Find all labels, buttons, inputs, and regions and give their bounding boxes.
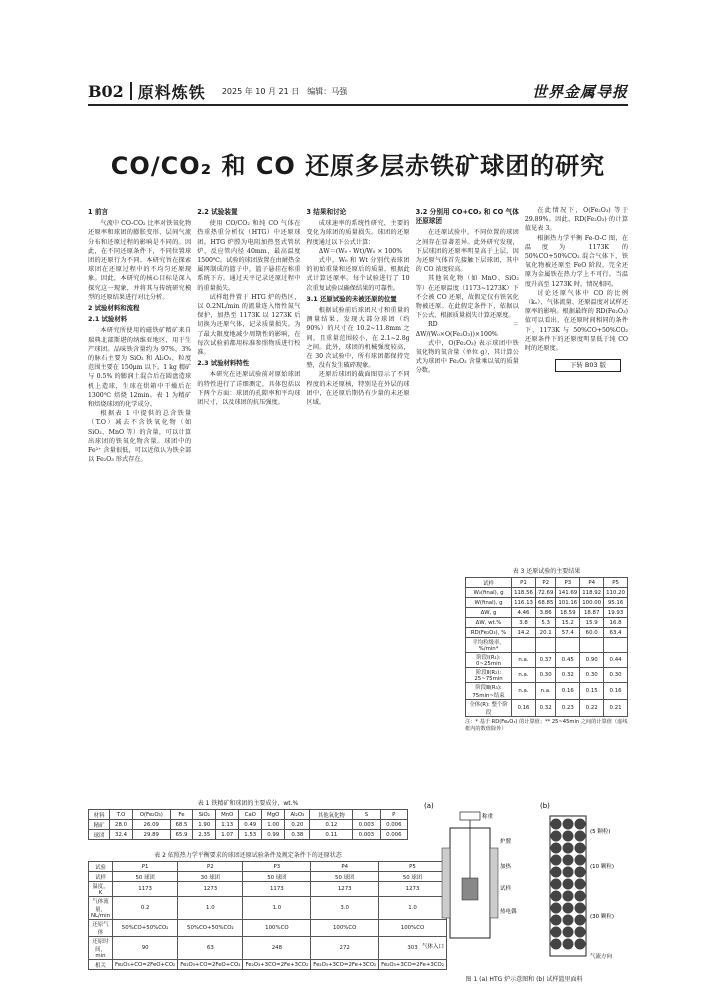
- section-heading: 2.2 试验装置: [197, 208, 238, 216]
- pellet: [563, 867, 574, 878]
- table-cell: 101.16: [556, 598, 580, 608]
- text-column: [416, 206, 519, 556]
- header-cell: T.O: [110, 810, 133, 820]
- subsection-heading: 2.3 试验材料特性: [197, 359, 250, 368]
- page-header: [88, 80, 628, 102]
- header-cell: 试验: [89, 862, 113, 872]
- table-cell: 16.8: [604, 618, 628, 628]
- header-cell: P3: [243, 862, 311, 872]
- paragraph: 其他氧化物（如 MnO、SiO₂ 等）在还原温度（1173~1273K）下不会被 CO 还原，故假定仅有铁氧化物被还原。在此假定条件下，依据以下公式，根据质量损失计算还原度。: [415, 275, 519, 320]
- table-row: [466, 668, 628, 683]
- pellet: [575, 891, 586, 902]
- table-3: [465, 566, 628, 733]
- table-row: [466, 653, 628, 668]
- header-cell: 试样: [466, 578, 512, 588]
- header-cell: 其他氧化物: [310, 810, 353, 820]
- table-cell: 0.45: [556, 653, 580, 668]
- table-cell: 0.22: [580, 700, 604, 717]
- table-cell: 温度，K: [89, 882, 113, 897]
- table-cell: 100%CO: [379, 920, 447, 937]
- subsection-heading: 3.1 还原试验的未被还原的位置: [306, 294, 397, 303]
- table-cell: 全体(R): 整个阶段: [466, 700, 512, 717]
- paragraph: 根据表 1 中提供的总含铁量（T.O）减去不含铁氧化物（如 SiO₂、MnO 等）的含量，可以计算出球团的铁氧化物含量。球团中的 Fe²⁺ 含量很低，可以近似认为铁全部以 Fe₂O₃ 形式存在。: [88, 410, 192, 464]
- table-cell: 1173: [113, 882, 178, 897]
- table-cell: 68.85: [535, 598, 555, 608]
- table-cell: 50 球团: [379, 872, 447, 882]
- fig-label-thermocouple: 热电偶: [500, 909, 517, 915]
- table-cell: n.a.: [535, 683, 555, 700]
- table-cell: W₀(final), g: [466, 588, 512, 598]
- fig-label-10-pellets: (10 颗粒): [590, 864, 615, 870]
- table-cell: W(final), g: [466, 598, 512, 608]
- pellet: [575, 927, 586, 938]
- subsection-heading: 2.1 试验材料: [88, 315, 128, 324]
- pellet: [563, 879, 574, 890]
- table-3-grid: [465, 577, 628, 717]
- subsection-heading: 2 试验材料和流程: [88, 304, 140, 313]
- table-cell: 0.15: [580, 683, 604, 700]
- table-row: [89, 897, 447, 920]
- table-cell: 15.2: [556, 618, 580, 628]
- continued-notice: 下转 B03 版: [555, 359, 621, 372]
- pellet: [575, 855, 586, 866]
- table-cell: 141.69: [556, 588, 580, 598]
- header-cell: P5: [604, 578, 628, 588]
- pellet: [563, 855, 574, 866]
- table-cell: 95.16: [604, 598, 628, 608]
- paragraph: 还原后球团的截面图显示了不同程度的未还原核，特别是在外层的球团中，在还原后期仍有少量的未还原区域。: [306, 371, 410, 407]
- table-1-grid: [88, 809, 408, 840]
- pellet: [563, 891, 574, 902]
- table-cell: 1273: [311, 882, 379, 897]
- pellet: [563, 843, 574, 854]
- header-cell: P2: [178, 862, 243, 872]
- table-cell: 0.32: [556, 668, 580, 683]
- article-title: CO/CO₂ 和 CO 还原多层赤铁矿球团的研究: [110, 152, 606, 180]
- table-cell: 0.99: [262, 830, 285, 840]
- pellet: [563, 915, 574, 926]
- table-cell: Fe₂O₃+3CO=2Fe+3CO₂: [379, 960, 447, 970]
- table-row: [466, 588, 628, 598]
- table-cell: 0.38: [285, 830, 310, 840]
- table-cell: 100%CO: [311, 920, 379, 937]
- table-cell: Fe₂O₃+3CO=2Fe+3CO₂: [243, 960, 311, 970]
- pellet: [551, 879, 562, 890]
- pellet: [575, 879, 586, 890]
- table-cell: 1.13: [216, 820, 239, 830]
- balance: [460, 812, 480, 820]
- table-cell: 0.16: [512, 700, 536, 717]
- table-cell: 303: [379, 937, 447, 960]
- table-cell: 0.16: [604, 683, 628, 700]
- header-cell: Al₂O₃: [285, 810, 310, 820]
- header-cell: P4: [580, 578, 604, 588]
- header-cell: MgO: [262, 810, 285, 820]
- table-cell: n.a.: [512, 653, 536, 668]
- fig-label-30-pellets: (30 颗粒): [590, 914, 615, 920]
- table-row: [466, 638, 628, 653]
- table-row: [89, 960, 447, 970]
- pellet: [551, 915, 562, 926]
- table-cell: 248: [243, 937, 311, 960]
- table-cell: 0.30: [535, 668, 555, 683]
- text-column: [525, 206, 628, 556]
- pellet: [563, 819, 574, 830]
- table-cell: 30 球团: [178, 872, 243, 882]
- table-row: [466, 700, 628, 717]
- text-column: [197, 206, 300, 791]
- table-row: [89, 882, 447, 897]
- pellet: [551, 867, 562, 878]
- table-cell: 0.006: [380, 830, 407, 840]
- table-cell: 1.07: [216, 830, 239, 840]
- table-header-row: [89, 862, 447, 872]
- paragraph: 根据热力学平衡 Fe-O-C 图，在温度为 1173K 的 50%CO+50%CO₂ 混合气体下，铁氧化物被还原至 FeO 阶段，完全还原为金属铁在热力学上不可行。当温度升高至 1273K 时，情况相同。: [524, 234, 629, 288]
- pellet: [563, 927, 574, 938]
- table-cell: 72.69: [535, 588, 555, 598]
- table-cell: [535, 638, 555, 653]
- fig-label-sample: 试样: [500, 886, 512, 892]
- text-column: [306, 206, 409, 791]
- fig-label-furnace: 炉膛: [500, 839, 512, 845]
- table-cell: 0.21: [604, 700, 628, 717]
- sample-basket: [462, 878, 478, 900]
- table-cell: 0.30: [604, 668, 628, 683]
- paragraph: 气流中 CO-CO₂ 比率对铁氧化物还原率和球团的膨胀变形、层间气流分布和还原过程的影响是不同的。因此，在不同还原条件下，不同位置球团的还原行为不同。本研究旨在探索球团在还原过程中的不均匀还原现象。因此，本研究的核心目标是深入探究这一现象，并将其与传统研究模型的还原结果进行对比分析。: [88, 220, 192, 301]
- table-cell: 0.44: [604, 653, 628, 668]
- table-cell: 阶段Ⅰ(R₁): 0~25min: [466, 653, 512, 668]
- table-2-caption: 表 2 依照热力学平衡要求的球团还原试验条件及规定条件下的还原状态: [154, 852, 342, 859]
- table-cell: 0.003: [353, 820, 380, 830]
- table-cell: 68.5: [170, 820, 193, 830]
- table-cell: 0.003: [353, 830, 380, 840]
- table-header-row: [466, 578, 628, 588]
- header-cell: CaO: [239, 810, 262, 820]
- table-row: [466, 628, 628, 638]
- table-cell: 阶段Ⅱ(R₂): 25~75min: [466, 668, 512, 683]
- paragraph: 式中，O(Fe₂O₃) 表示球团中铁氧化物的氧含量（单位 g），其计算公式为球团中 Fe₂O₃ 含量乘以氧的质量分数。: [415, 339, 519, 375]
- pellet: [575, 831, 586, 842]
- table-cell: 26.09: [132, 820, 170, 830]
- table-row: [89, 920, 447, 937]
- paragraph: 本研究所使用的磁铁矿精矿来自瑞典北部斯堪的纳维亚地区，用于生产球团。品味铁含量约为 97%，3% 的脉石主要为 SiO₂ 和 Al₂O₃，粒度范围主要在 150μm 以下。1 kg 精矿与 0.5% 的膨润土混合后在圆盘造球机上造球，生球在烘箱中干燥后在 1300℃ 焙烧 12min。表 1 为精矿和焙烧球团的化学成分。: [88, 327, 192, 409]
- paragraph: 在还原试验中，不同位置的球团之间存在显著差异。此外研究发现，下层球团的还原率明显高于上层，因为还原气体首先接触下层球团，其中的 CO 浓度较高。: [415, 229, 519, 274]
- table-cell: 1173: [243, 882, 311, 897]
- table-cell: 0.23: [556, 700, 580, 717]
- header-cell: P3: [556, 578, 580, 588]
- table-header-row: [89, 810, 408, 820]
- table-cell: 32.4: [110, 830, 133, 840]
- table-cell: 1.0: [178, 897, 243, 920]
- table-cell: 50 球团: [311, 872, 379, 882]
- pellet: [551, 831, 562, 842]
- text-column: [88, 206, 191, 791]
- table-cell: 2.35: [193, 830, 216, 840]
- table-cell: 100.00: [580, 598, 604, 608]
- table-cell: Fe₂O₃+CO=2FeO+CO₂: [178, 960, 243, 970]
- table-cell: 118.92: [580, 588, 604, 598]
- table-cell: 相关: [89, 960, 113, 970]
- table-cell: 28.0: [110, 820, 133, 830]
- table-cell: 110.20: [604, 588, 628, 598]
- editor: 编辑：马强: [307, 86, 348, 96]
- header-cell: S: [353, 810, 380, 820]
- paragraph: RD＝ΔW/(W₀×O(Fe₂O₃))×100%: [415, 321, 519, 338]
- table-cell: 65.9: [170, 830, 193, 840]
- table-3-note: 注：* 基于 RD(Fe₂O₃) 的计算值；** 25~45min 之间的计算值（虚线框内的数值除外）: [465, 719, 628, 732]
- table-cell: 0.49: [239, 820, 262, 830]
- table-cell: 3.8: [512, 618, 536, 628]
- pellet: [575, 843, 586, 854]
- table-cell: 57.4: [556, 628, 580, 638]
- table-cell: 1.00: [262, 820, 285, 830]
- table-cell: 100%CO: [243, 920, 311, 937]
- table-cell: 0.006: [380, 820, 407, 830]
- table-cell: [512, 638, 536, 653]
- fig-label-a: (a): [424, 802, 434, 810]
- section-heading: 3.2 分别用 CO+CO₂ 和 CO 气体还原球团: [415, 208, 519, 226]
- pellet: [563, 903, 574, 914]
- issue-date: 2025 年 10 月 21 日: [221, 86, 300, 96]
- table-cell: Fe₂O₃+3CO=2Fe+3CO₂: [311, 960, 379, 970]
- paragraph: 使用 CO/CO₂ 和纯 CO 气体在热重热重分析仪（HTG）中还原球团。HTG 炉膛为电阻加热竖式管状炉，反应管内径 40mm，最高温度 1500℃。试验的球团放置在由耐热金属网制成的篮子中，篮子悬挂在称重系统下方。通过天平记录还原过程中的重量损失。: [197, 220, 301, 292]
- table-cell: 1.0: [243, 897, 311, 920]
- header-cell: P: [380, 810, 407, 820]
- figure-1-caption: 图 1 (a) HTG 炉示意图和 (b) 试样篮里面料: [465, 976, 583, 983]
- table-cell: 1.90: [193, 820, 216, 830]
- masthead-logo: 世界金属导报: [531, 82, 628, 101]
- table-1-caption: 表 1 铁精矿和球团的主要成分，wt.%: [197, 800, 299, 807]
- pellet: [575, 903, 586, 914]
- heater-right: [490, 848, 498, 918]
- header-divider: [130, 82, 132, 100]
- table-cell: 阶段Ⅲ(R₃): 75min~结束: [466, 683, 512, 700]
- paragraph: ΔW＝(W₀ - Wt)/W₀ × 100%: [318, 247, 403, 255]
- pellet: [551, 903, 562, 914]
- section-name: 原料炼铁: [137, 82, 206, 102]
- pellet: [551, 819, 562, 830]
- pellet: [575, 867, 586, 878]
- table-cell: 0.12: [310, 820, 353, 830]
- table-cell: 0.11: [310, 830, 353, 840]
- table-cell: 19.93: [604, 608, 628, 618]
- header-cell: 材料: [89, 810, 110, 820]
- table-cell: 60.0: [580, 628, 604, 638]
- table-cell: 精矿: [89, 820, 110, 830]
- table-cell: 还原时间，min: [89, 937, 113, 960]
- table-row: [89, 937, 447, 960]
- header-cell: P1: [113, 862, 178, 872]
- table-row: [89, 830, 408, 840]
- paragraph: 成球速率的系统性研究，主要的变化为球团的质量损失。球团的还原程度通过以下公式计算：: [306, 220, 410, 246]
- figure-1: [420, 798, 628, 983]
- pellet: [551, 927, 562, 938]
- pellet: [563, 939, 574, 950]
- table-cell: 4.46: [512, 608, 536, 618]
- table-cell: 18.59: [556, 608, 580, 618]
- table-cell: [604, 638, 628, 653]
- table-cell: [556, 638, 580, 653]
- table-cell: 球团: [89, 830, 110, 840]
- pellet: [551, 843, 562, 854]
- table-3-caption: 表 3 还原试验的主要结果: [512, 568, 581, 575]
- table-cell: RD(Fe₂O₃), %: [466, 628, 512, 638]
- table-cell: 1273: [178, 882, 243, 897]
- pellet: [575, 939, 586, 950]
- fig-label-b: (b): [540, 802, 550, 810]
- paragraph: 本研究在还原试验前对原始球团的特性进行了详细测定，具体包括以下两个方面：球团的孔隙率和平均球团尺寸，以及球团的抗压强度。: [197, 371, 301, 407]
- table-cell: 116.13: [512, 598, 536, 608]
- fig-label-weigh: 称重: [482, 814, 494, 820]
- table-cell: 还原气体: [89, 920, 113, 937]
- table-cell: 50%CO+50%CO₂: [113, 920, 178, 937]
- pellet: [551, 939, 562, 950]
- pellet-stack: [551, 819, 586, 950]
- table-cell: 15.9: [580, 618, 604, 628]
- table-2-grid: [88, 861, 447, 970]
- table-cell: 29.89: [132, 830, 170, 840]
- heater-left: [442, 848, 450, 918]
- table-cell: 试样: [89, 872, 113, 882]
- header-rule: [88, 104, 628, 106]
- fig-label-heating: 加热: [500, 864, 512, 870]
- pellet: [575, 819, 586, 830]
- table-cell: 50 球团: [113, 872, 178, 882]
- table-row: [466, 598, 628, 608]
- header-cell: P2: [535, 578, 555, 588]
- table-cell: 气体流量，NL/min: [89, 897, 113, 920]
- table-cell: 1.53: [239, 830, 262, 840]
- table-cell: 平均粒级率，%/min*: [466, 638, 512, 653]
- table-row: [89, 872, 447, 882]
- section-heading: 1 前言: [88, 208, 109, 216]
- table-cell: 18.87: [580, 608, 604, 618]
- fig-label-gas-in: 气体入口: [422, 944, 445, 950]
- table-row: [89, 820, 408, 830]
- table-cell: 5.3: [535, 618, 555, 628]
- table-cell: ΔW, g: [466, 608, 512, 618]
- table-cell: 50%CO+50%CO₂: [178, 920, 243, 937]
- table-1: [88, 798, 408, 840]
- table-cell: 0.16: [556, 683, 580, 700]
- table-cell: Fe₂O₃+CO=2FeO+CO₂: [113, 960, 178, 970]
- table-cell: 63.4: [604, 628, 628, 638]
- table-cell: 20.1: [535, 628, 555, 638]
- fig-label-gas-flow: 气流方向: [590, 954, 613, 960]
- fig-label-5-pellets: (5 颗粒): [590, 829, 611, 835]
- pellet: [551, 891, 562, 902]
- table-cell: 1273: [379, 882, 447, 897]
- table-cell: 272: [311, 937, 379, 960]
- paragraph: 根据试验前后球团尺寸和重量的测量结果，发现大部分球团（约 90%）的尺寸在 10.2~11.8mm 之间，且重量范围较小，在 2.1~2.8g 之间。此外，球团的机械强度较高，在 30 次试验中，所有球团都保持完整，没有发生破碎现象。: [306, 307, 410, 370]
- table-cell: 14.2: [512, 628, 536, 638]
- table-cell: 0.32: [535, 700, 555, 717]
- table-cell: 1.0: [379, 897, 447, 920]
- paragraph: 在此情况下，O(Fe₂O₃) 等于 29.89%。因此，RD(Fe₂O₃) 的计算值见表 3。: [524, 207, 629, 233]
- header-cell: P1: [512, 578, 536, 588]
- table-cell: [580, 638, 604, 653]
- header-cell: P5: [379, 862, 447, 872]
- table-cell: 3.86: [535, 608, 555, 618]
- table-cell: 0.20: [285, 820, 310, 830]
- table-cell: 90: [113, 937, 178, 960]
- table-cell: 50 球团: [243, 872, 311, 882]
- table-cell: 118.56: [512, 588, 536, 598]
- section-heading: 3 结果和讨论: [306, 208, 347, 216]
- paragraph: 式中，W₀ 和 Wt 分别代表球团的初始重量和还原后的质量，根据此式计算还原率。每个试验进行了 10 次重复试验以确保结果的可靠性。: [306, 257, 410, 292]
- pellet: [563, 831, 574, 842]
- table-cell: 3.0: [311, 897, 379, 920]
- pellet: [575, 915, 586, 926]
- header-cell: O(Fe₂O₃): [132, 810, 170, 820]
- table-cell: ΔW, wt.%: [466, 618, 512, 628]
- table-cell: n.a.: [512, 683, 536, 700]
- table-cell: 0.2: [113, 897, 178, 920]
- paragraph: 讨论还原气体中 CO 的比例（kₒ）、气体流量、还原温度对试样还原率的影响。根据最终的 RD(Fe₂O₃) 值可以看出，在还原时间相同的条件下，1173K 与 50%CO+50%CO₂ 还原条件下的还原度明显低于纯 CO 时的还原度。: [524, 289, 629, 353]
- table-cell: 63: [178, 937, 243, 960]
- table-cell: 0.90: [580, 653, 604, 668]
- table-cell: 0.30: [580, 668, 604, 683]
- header-cell: MnO: [216, 810, 239, 820]
- paragraph: 试样组件置于 HTG 炉的热区，以 0.2NL/min 的流量连入惰性氮气保护，加热至 1173K 以 1273K 后切换为还原气体，记录质量损失。为了最大限度地减少周期性的影响，在每次试验前都用标准参照物质进行校准。: [197, 293, 301, 357]
- header-cell: Fe: [170, 810, 193, 820]
- table-cell: n.a.: [512, 668, 536, 683]
- table-row: [466, 683, 628, 700]
- table-cell: 0.37: [535, 653, 555, 668]
- table-row: [466, 608, 628, 618]
- pellet: [551, 855, 562, 866]
- table-row: [466, 618, 628, 628]
- htg-furnace-diagram: [420, 798, 628, 970]
- header-cell: P4: [311, 862, 379, 872]
- header-cell: SiO₂: [193, 810, 216, 820]
- page-number: B02: [88, 81, 124, 101]
